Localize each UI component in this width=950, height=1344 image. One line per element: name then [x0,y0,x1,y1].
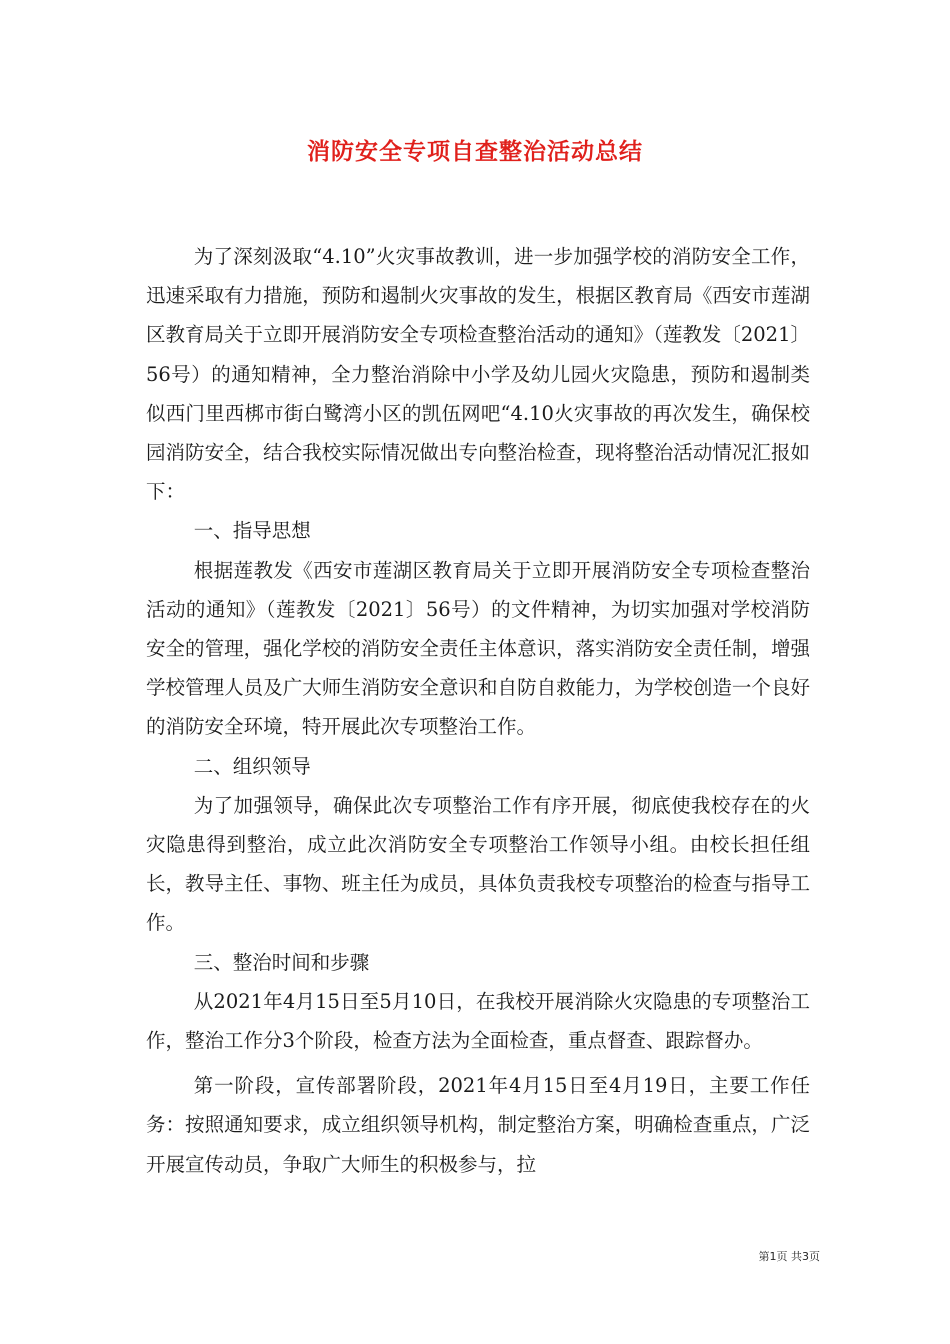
organization-paragraph: 为了加强领导，确保此次专项整治工作有序开展，彻底使我校存在的火灾隐患得到整治，成立此次消防安全专项整治工作领导小组。由校长担任组长，教导主任、事物、班主任为成员，具体负责我校专项整治的检查与指导工作。 [146,793,810,935]
schedule-paragraph: 从2021年4月15日至5月10日，在我校开展消除火灾隐患的专项整治工作，整治工作分3个阶段，检查方法为全面检查，重点督查、跟踪督办。 [146,989,810,1053]
phase-one-paragraph: 第一阶段，宣传部署阶段，2021年4月15日至4月19日，主要工作任务：按照通知要求，成立组织领导机构，制定整治方案，明确检查重点，广泛开展宣传动员，争取广大师生的积极参与，拉 [146,1074,810,1176]
page-number: 第1页 共3页 [758,1250,820,1263]
section-heading-organization: 二、组织领导 [193,754,311,778]
intro-paragraph: 为了深刻汲取“4.10”火灾事故教训，进一步加强学校的消防安全工作，迅速采取有力措施，预防和遏制火灾事故的发生，根据区教育局《西安市莲湖区教育局关于立即开展消防安全专项检查整治活动的通知》（莲教发〔2021〕56号）的通知精神，全力整治消除中小学及幼儿园火灾隐患，预防和遏制类似西门里西梆市街白鹭湾小区的凯伍网吧“4.10火灾事故的再次发生，确保校园消防安全，结合我校实际情况做出专向整治检查，现将整治活动情况汇报如下： [146,245,810,504]
document-title: 消防安全专项自查整治活动总结 [307,138,643,165]
section-heading-schedule: 三、整治时间和步骤 [193,950,370,974]
section-heading-guiding-ideology: 一、指导思想 [193,519,311,543]
document-body [146,237,810,1184]
guiding-ideology-paragraph: 根据莲教发《西安市莲湖区教育局关于立即开展消防安全专项检查整治活动的通知》（莲教发〔2021〕56号）的文件精神，为切实加强对学校消防安全的管理，强化学校的消防安全责任主体意识，落实消防安全责任制，增强学校管理人员及广大师生消防安全意识和自防自救能力，为学校创造一个良好的消防安全环境，特开展此次专项整治工作。 [146,558,810,739]
